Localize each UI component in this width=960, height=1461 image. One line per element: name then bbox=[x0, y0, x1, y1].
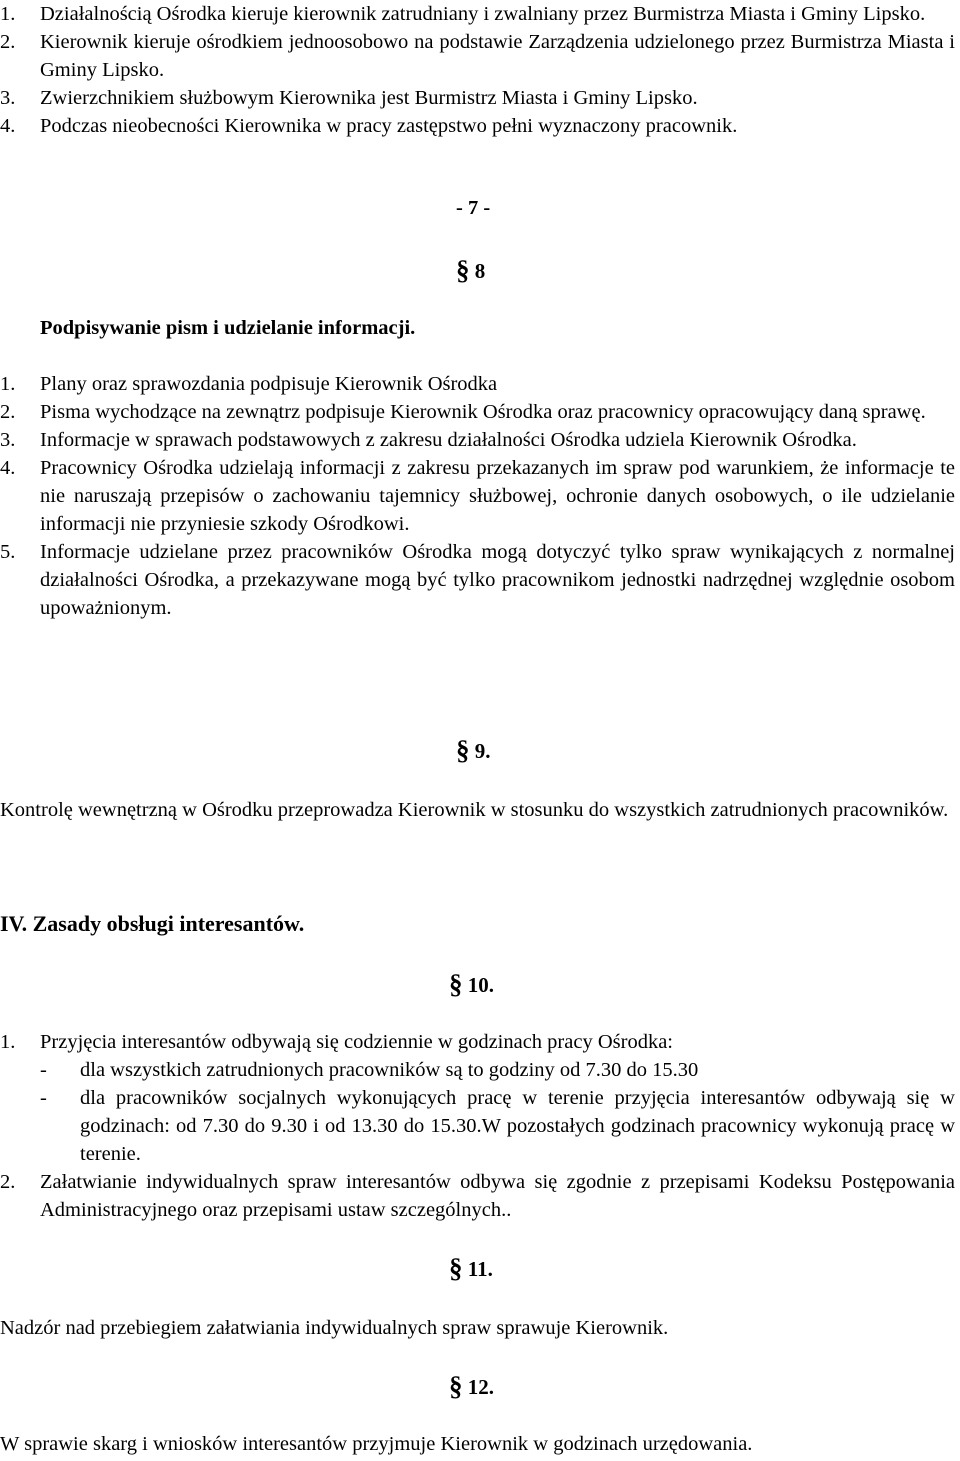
section-symbol: § bbox=[456, 735, 470, 765]
list-item: 1. Plany oraz sprawozdania podpisuje Kierownik Ośrodka bbox=[0, 373, 498, 395]
page-number: - 7 - bbox=[456, 197, 491, 219]
list-item: 2. Załatwianie indywidualnych spraw interesantów odbywa się zgodnie z przepisami Kodeksu Postępowania Administracyjnego oraz przepisami ustaw szczególnych.. bbox=[0, 1171, 955, 1221]
list-item: 2. Pisma wychodzące na zewnątrz podpisuje Kierownik Ośrodka oraz pracownicy opracowujący daną sprawę. bbox=[0, 401, 926, 423]
section-10-marker bbox=[449, 970, 494, 999]
list-item: 3. Informacje w sprawach podstawowych z zakresu działalności Ośrodka udziela Kierownik Ośrodka. bbox=[0, 429, 857, 451]
section-12-marker bbox=[449, 1372, 494, 1401]
section-number: 10. bbox=[467, 973, 494, 997]
section-symbol: § bbox=[449, 1253, 463, 1283]
organization-list bbox=[0, 0, 955, 140]
section-8-list bbox=[0, 370, 955, 622]
list-item: 2. Kierownik kieruje ośrodkiem jednoosobowo na podstawie Zarządzenia udzielonego przez Burmistrza Miasta i Gminy Lipsko. bbox=[0, 31, 955, 81]
section-11-marker bbox=[449, 1254, 493, 1283]
list-item: 4. Pracownicy Ośrodka udzielają informacji z zakresu przekazanych im spraw pod warunkiem, że informacje te nie naruszają przepisów o zachowaniu tajemnicy służbowej, ochronie danych osobowych, o ile udzielanie informacji nie przyniesie szkody Ośrodkowi. bbox=[0, 457, 955, 535]
section-8-marker bbox=[456, 256, 485, 285]
section-number: 11. bbox=[467, 1257, 493, 1281]
section-number: 8 bbox=[474, 259, 486, 283]
list-item-text: Działalnością Ośrodka kieruje kierownik zatrudniany i zwalniany przez Burmistrza Miasta i Gminy Lipsko. bbox=[40, 3, 926, 25]
section-9-marker bbox=[456, 736, 491, 765]
list-item-text: Pracownicy Ośrodka udzielają informacji z zakresu przekazanych im spraw pod warunkiem, że informacje te nie naruszają przepisów o zachowaniu tajemnicy służbowej, ochronie danych osobowych, o ile udzielanie informacji nie przyniesie szkody Ośrodkowi. bbox=[40, 457, 955, 535]
section-symbol: § bbox=[449, 1371, 463, 1401]
section-10-body bbox=[0, 1028, 955, 1224]
list-item: 1. Działalnością Ośrodka kieruje kierownik zatrudniany i zwalniany przez Burmistrza Miasta i Gminy Lipsko. bbox=[0, 3, 926, 25]
list-item-text: Kierownik kieruje ośrodkiem jednoosobowo na podstawie Zarządzenia udzielonego przez Burmistrza Miasta i Gminy Lipsko. bbox=[40, 31, 955, 81]
section-number: 9. bbox=[474, 739, 491, 763]
section-symbol: § bbox=[456, 255, 470, 285]
list-item: 3. Zwierzchnikiem służbowym Kierownika jest Burmistrz Miasta i Gminy Lipsko. bbox=[0, 87, 698, 109]
list-item-text: Załatwianie indywidualnych spraw interesantów odbywa się zgodnie z przepisami Kodeksu Postępowania Administracyjnego oraz przepisami ustaw szczególnych.. bbox=[40, 1171, 955, 1221]
section-symbol: § bbox=[449, 969, 463, 999]
list-item-text: Plany oraz sprawozdania podpisuje Kierownik Ośrodka bbox=[40, 373, 498, 395]
sub-list-item: - dla pracowników socjalnych wykonujących pracę w terenie przyjęcia interesantów odbywają się w godzinach: od 7.30 do 9.30 i od 13.30 do 15.30.W pozostałych godzinach pracownicy wykonują pracę w terenie. bbox=[40, 1087, 955, 1165]
section-8-heading: Podpisywanie pism i udzielanie informacji. bbox=[40, 317, 416, 339]
section-number: 12. bbox=[467, 1375, 494, 1399]
sub-list-item-text: dla wszystkich zatrudnionych pracowników są to godziny od 7.30 do 15.30 bbox=[80, 1059, 699, 1081]
section-12-text: W sprawie skarg i wniosków interesantów przyjmuje Kierownik w godzinach urzędowania. bbox=[0, 1433, 753, 1455]
list-item-text: Pisma wychodzące na zewnątrz podpisuje Kierownik Ośrodka oraz pracownicy opracowujący daną sprawę. bbox=[40, 401, 926, 423]
list-item-text: Zwierzchnikiem służbowym Kierownika jest Burmistrz Miasta i Gminy Lipsko. bbox=[40, 87, 698, 109]
list-item: 5. Informacje udzielane przez pracowników Ośrodka mogą dotyczyć tylko spraw wynikających z normalnej działalności Ośrodka, a przekazywane mogą być tylko pracownikom jednostki nadrzędnej względnie osobom upoważnionym. bbox=[0, 541, 955, 619]
list-item-text: Przyjęcia interesantów odbywają się codziennie w godzinach pracy Ośrodka: bbox=[40, 1031, 673, 1053]
list-item-text: Informacje w sprawach podstawowych z zakresu działalności Ośrodka udziela Kierownik Ośrodka. bbox=[40, 429, 857, 451]
section-9-text: Kontrolę wewnętrzną w Ośrodku przeprowadza Kierownik w stosunku do wszystkich zatrudnionych pracowników. bbox=[0, 799, 949, 821]
section-11-text: Nadzór nad przebiegiem załatwiania indywidualnych spraw sprawuje Kierownik. bbox=[0, 1317, 669, 1339]
sub-list-item: - dla wszystkich zatrudnionych pracowników są to godziny od 7.30 do 15.30 bbox=[40, 1059, 699, 1081]
list-item: 1. Przyjęcia interesantów odbywają się codziennie w godzinach pracy Ośrodka: bbox=[0, 1031, 673, 1053]
sub-list-item-text: dla pracowników socjalnych wykonujących pracę w terenie przyjęcia interesantów odbywają się w godzinach: od 7.30 do 9.30 i od 13.30 do 15.30.W pozostałych godzinach pracownicy wykonują pracę w terenie. bbox=[80, 1087, 955, 1165]
list-item-text: Podczas nieobecności Kierownika w pracy zastępstwo pełni wyznaczony pracownik. bbox=[40, 115, 738, 137]
list-item-text: Informacje udzielane przez pracowników Ośrodka mogą dotyczyć tylko spraw wynikających z normalnej działalności Ośrodka, a przekazywane mogą być tylko pracownikom jednostki nadrzędnej względnie osobom upoważnionym. bbox=[40, 541, 955, 619]
chapter-4-heading: IV. Zasady obsługi interesantów. bbox=[0, 911, 305, 936]
list-item: 4. Podczas nieobecności Kierownika w pracy zastępstwo pełni wyznaczony pracownik. bbox=[0, 115, 738, 137]
